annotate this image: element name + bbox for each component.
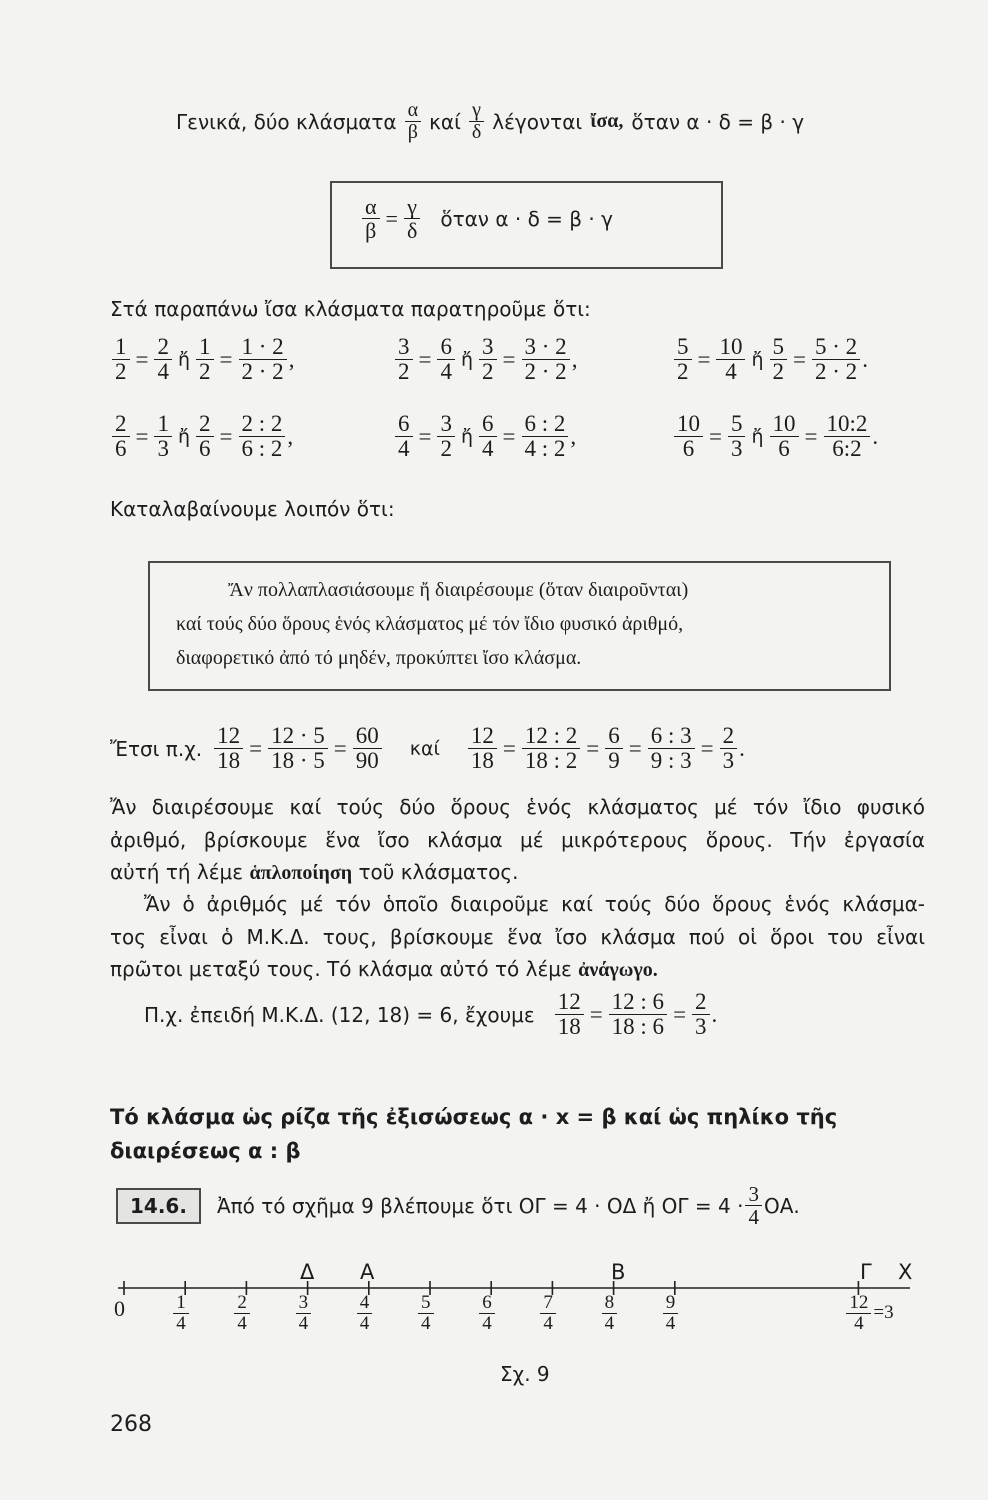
or-word: ἤ [460,425,474,448]
simplify-line-2: ἀριθμό, βρίσκουμε ἕνα ἴσο κλάσμα μέ μικρότερους ὅρους. Τήν ἐργασία [110,827,925,852]
fraction-gamma-delta: $\frac{\gamma}{\delta}$ [469,100,484,143]
equals-sign: = [418,346,432,372]
equality-group [672,412,878,461]
rule-line-1: Ἄν πολλαπλασιάσουμε ἤ διαιρέσουμε (ὅταν διαιροῦνται) [228,579,689,601]
or-word: ἤ [460,348,474,371]
fraction: $\frac{12 : 2}{18 : 2}$ [522,724,580,773]
or-word: ἤ [751,348,764,371]
point-label-delta: Δ [300,1260,315,1284]
tick-label [661,1293,681,1334]
section-number-box: 14.6. [116,1188,201,1224]
intro-condition: ὅταν α · δ = β · γ [631,109,805,134]
equals-sign: = [333,735,347,761]
definition-formula: $\frac{\alpha}{\beta}$ = $\frac{\gamma}{\delta}$ ὅταν α · δ = β · γ [360,195,613,242]
equals-sign: = [589,1001,603,1027]
fraction: $\frac{12}{18}$ [555,990,584,1039]
point-label-beta: Β [611,1260,626,1284]
rule-line-3: διαφορετικό ἀπό τό μηδέν, προκύπτει ἴσο κλάσμα. [176,647,582,669]
tick-label [600,1293,620,1334]
equals-sign: = [697,346,711,372]
definition-box [330,181,723,269]
intro-line [176,100,804,143]
fraction: $\frac{6 : 3}{9 : 3}$ [648,724,695,773]
equals-sign: = [673,1001,687,1027]
intro-middle: λέγονται [492,109,583,134]
equals-sign: = [793,346,807,372]
observe-line: Στά παραπάνω ἴσα κλάσματα παρατηροῦμε ὅτι: [110,297,591,321]
fraction: $\frac{12}{18}$ [468,724,497,773]
equal-word: ἴσα, [590,110,624,132]
fraction: $\frac{1}{2}$ [112,335,130,384]
equality-group [110,412,293,461]
fraction-alpha-beta: $\frac{\alpha}{\beta}$ [405,100,421,143]
fraction-three-quarters: $\frac{3}{4}$ [745,1183,762,1228]
section-14-6 [116,1183,800,1228]
fraction: $\frac{12}{18}$ [214,724,243,773]
point-label-gamma: Γ [860,1260,872,1284]
end-mark: , [288,346,295,372]
example-line [110,724,745,773]
fraction: $\frac{3}{4}$ [296,1293,312,1334]
and-word: καί [429,109,461,134]
end-mark: . [711,1001,718,1027]
equality-group [672,335,868,384]
fraction: $\frac{5}{2}$ [674,335,692,384]
fraction: $\frac{10}{6}$ [674,412,703,461]
point-label-chi: Χ [898,1260,913,1284]
fraction: $\frac{8}{4}$ [602,1293,618,1334]
tick-label [294,1293,314,1334]
page-number: 268 [110,1412,152,1437]
fraction: $\frac{3}{2}$ [437,412,455,461]
section-heading-line-2: διαιρέσεως α : β [110,1139,301,1163]
fraction: $\frac{5}{3}$ [728,412,746,461]
tick-label [538,1293,558,1334]
understand-line: Καταλαβαίνουμε λοιπόν ὅτι: [110,497,395,521]
end-mark: . [872,423,879,449]
fraction: $\frac{3 \cdot 2}{2 \cdot 2}$ [522,335,570,384]
equals-sign: = [219,423,233,449]
gcd-example [144,990,717,1039]
fraction-gamma-delta: $\frac{\gamma}{\delta}$ [404,195,420,242]
fraction: $\frac{2}{6}$ [196,412,214,461]
fraction: $\frac{1}{3}$ [154,412,172,461]
equals-sign: = [219,346,233,372]
fraction: $\frac{12 : 6}{18 : 6}$ [609,990,667,1039]
end-mark: . [739,735,745,761]
fraction: $\frac{7}{4}$ [540,1293,556,1334]
equals-sign: = [700,735,714,761]
equals-sign: = [135,346,149,372]
section-end: ΟΑ. [763,1193,800,1218]
section-text: Ἀπό τό σχῆμα 9 βλέπουμε ὅτι ΟΓ = 4 · ΟΔ ἤ ΟΓ = 4 · [216,1193,744,1218]
fraction: $\frac{5}{4}$ [418,1293,434,1334]
tick-label [844,1293,893,1334]
tick-label [416,1293,436,1334]
fraction: $\frac{6}{4}$ [479,1293,495,1334]
fraction-alpha-beta: $\frac{\alpha}{\beta}$ [362,195,380,242]
fraction: $\frac{2}{4}$ [154,335,172,384]
tick-label [232,1293,252,1334]
end-mark: , [287,423,294,449]
equals-sign: = [418,423,432,449]
equals-sign: = [502,423,516,449]
irreducible-paragraph [110,888,925,987]
fraction: $\frac{1 \cdot 2}{2 \cdot 2}$ [239,335,287,384]
fraction: $\frac{6}{4}$ [479,412,497,461]
equals-sign: = [804,423,818,449]
fraction: $\frac{6}{4}$ [437,335,455,384]
fraction: $\frac{5}{2}$ [770,335,788,384]
irreducible-line-3: πρῶτοι μεταξύ τους. Τό κλάσμα αὐτό τό λέμε ἀνάγωγο. [110,957,658,981]
fraction: $\frac{10}{6}$ [770,412,799,461]
or-word: ἤ [177,348,191,371]
equals-sign: = [249,735,263,761]
fraction: $\frac{10:2}{6:2}$ [824,412,871,461]
fraction: $\frac{10}{4}$ [716,335,745,384]
equals-sign: = [502,346,516,372]
rule-text [176,573,876,675]
point-label-alpha: Α [360,1260,375,1284]
fraction: $\frac{3}{2}$ [479,335,497,384]
end-mark: . [862,346,868,372]
and-word: καί [409,737,440,760]
equals-sign: = [709,423,722,449]
or-word: ἤ [177,425,191,448]
equals-sign: = [502,735,516,761]
fraction: $\frac{2}{3}$ [692,990,710,1039]
fraction: $\frac{2}{3}$ [720,724,738,773]
fraction: $\frac{1}{2}$ [196,335,214,384]
figure-caption: Σχ. 9 [500,1362,550,1386]
fraction: $\frac{4}{4}$ [357,1293,373,1334]
equals-sign: = [586,735,600,761]
equality-group [393,335,577,384]
fraction: $\frac{2 : 2}{6 : 2}$ [239,412,286,461]
last-suffix: =3 [873,1302,894,1324]
definition-condition: ὅταν α · δ = β · γ [440,206,613,231]
or-word: ἤ [751,425,764,448]
tick-label [477,1293,497,1334]
irreducible-line-2: τος εἶναι ὁ Μ.Κ.Δ. τους, βρίσκουμε ἕνα ἴσο κλάσμα πού οἱ ὅροι του εἶναι [110,924,925,949]
equality-group [110,335,294,384]
section-heading-line-1: Τό κλάσμα ὡς ρίζα τῆς ἐξισώσεως α · x = β καί ὡς πηλίκο τῆς [110,1105,838,1129]
fraction: $\frac{1}{4}$ [173,1293,189,1334]
term-simplification: ἁπλοποίηση [249,862,353,884]
end-mark: , [571,346,578,372]
fraction: $\frac{5 \cdot 2}{2 \cdot 2}$ [812,335,860,384]
zero-label: 0 [114,1296,125,1321]
fraction: $\frac{2}{4}$ [234,1293,250,1334]
fraction: $\frac{9}{4}$ [663,1293,679,1334]
rule-line-2: καί τούς δύο ὅρους ἑνός κλάσματος μέ τόν ἴδιο φυσικό ἀριθμό, [176,613,684,635]
tick-label [171,1293,191,1334]
fraction: $\frac{12 \cdot 5}{18 \cdot 5}$ [268,724,328,773]
gcd-text: Π.χ. ἐπειδή Μ.Κ.Δ. (12, 18) = 6, ἔχουμε [144,1002,535,1027]
fraction: $\frac{6}{9}$ [605,724,623,773]
simplify-line-1: Ἄν διαιρέσουμε καί τούς δύο ὅρους ἑνός κλάσματος μέ τόν ἴδιο φυσικό [110,795,925,819]
irreducible-line-1: Ἄν ὁ ἀριθμός μέ τόν ὁποῖο διαιροῦμε καί τούς δύο ὅρους ἑνός κλάσμα- [144,892,925,916]
example-label: Ἔτσι π.χ. [110,736,203,761]
equality-group [393,412,576,461]
end-mark: , [570,423,577,449]
term-irreducible: ἀνάγωγο. [578,959,658,981]
equals-sign: = [628,735,642,761]
fraction: $\frac{60}{90}$ [353,724,382,773]
rule-box [148,561,891,691]
simplify-line-3: αὐτή τή λέμε ἁπλοποίηση τοῦ κλάσματος. [110,860,519,884]
simplify-paragraph [110,791,925,890]
fraction: $\frac{12}{4}$ [846,1293,871,1334]
tick-label [355,1293,375,1334]
fraction: $\frac{3}{2}$ [395,335,413,384]
fraction: $\frac{6}{4}$ [395,412,413,461]
equals-sign: = [135,423,149,449]
fraction: $\frac{2}{6}$ [112,412,130,461]
section-heading [110,1100,837,1168]
fraction: $\frac{6 : 2}{4 : 2}$ [522,412,569,461]
intro-prefix: Γενικά, δύο κλάσματα [176,109,397,134]
